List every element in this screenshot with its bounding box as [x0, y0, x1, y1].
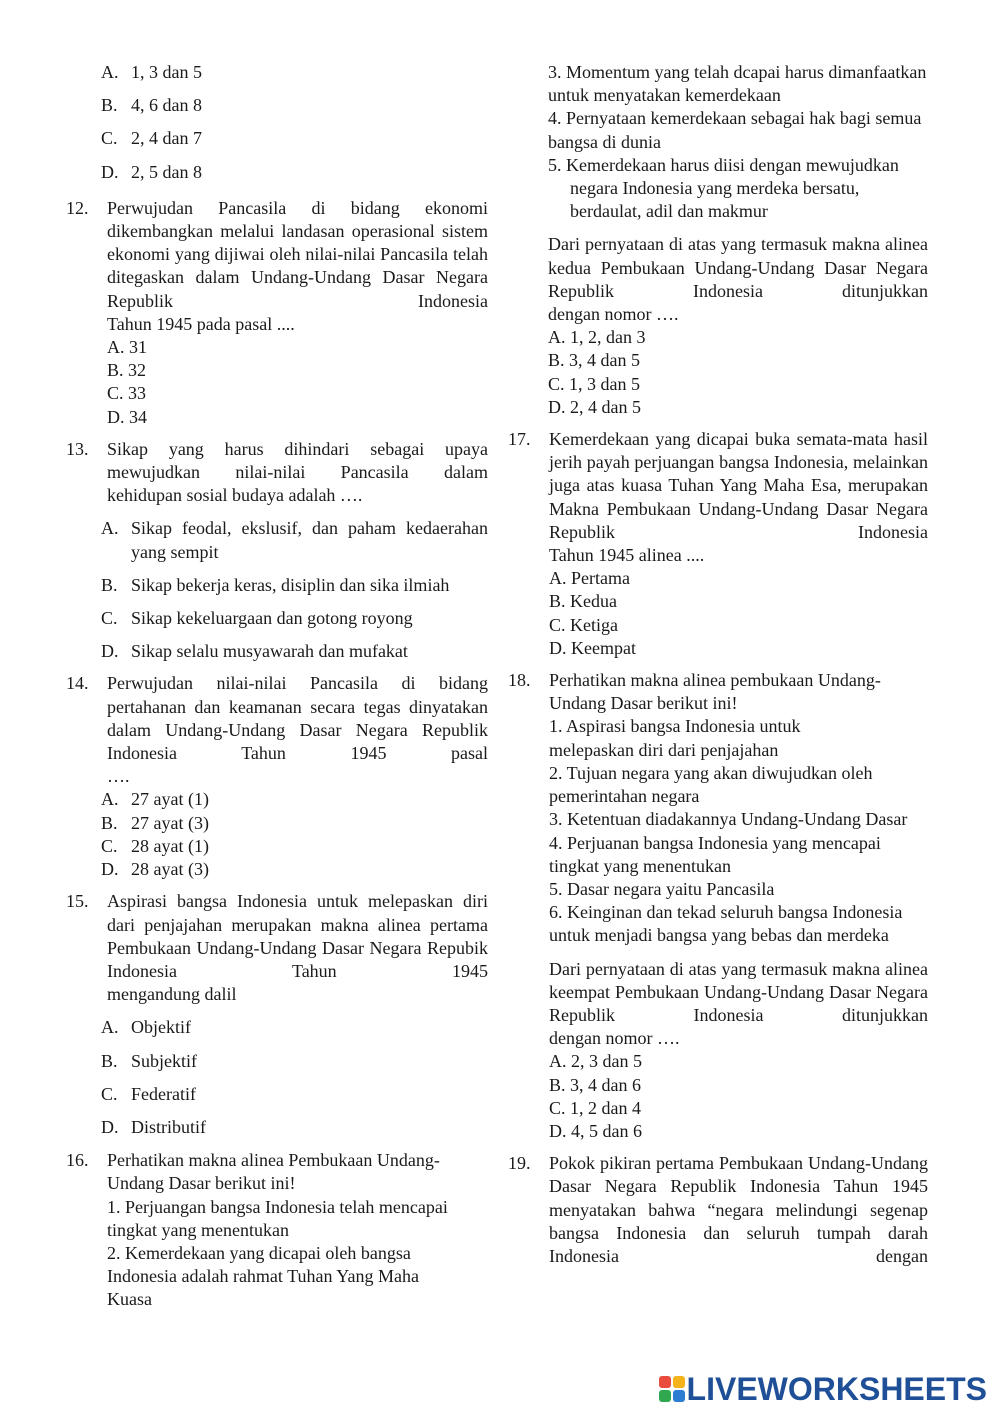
option-letter: B. — [101, 1050, 118, 1071]
option-letter: D. — [101, 859, 119, 880]
logo-square — [673, 1376, 685, 1388]
option-row[interactable] — [66, 94, 488, 117]
statement-item: 3. Ketentuan diadakannya Undang-Undang Dasar — [549, 809, 908, 830]
option-a[interactable]: A. Pertama — [549, 568, 630, 589]
option-text: Sikap bekerja keras, disiplin dan sika ilmiah — [131, 574, 450, 595]
statement-item: 6. Keinginan dan tekad seluruh bangsa Indonesia untuk menjadi bangsa yang bebas dan merdeka — [549, 902, 903, 946]
option-text: Objektif — [131, 1017, 191, 1038]
option-c[interactable] — [66, 607, 488, 630]
logo-square — [673, 1390, 685, 1402]
option-text: 2, 4 dan 7 — [131, 128, 202, 149]
option-c[interactable]: C. 1, 3 dan 5 — [548, 373, 640, 394]
option-c[interactable] — [66, 835, 488, 858]
logo-square — [659, 1390, 671, 1402]
option-letter: C. — [101, 608, 118, 629]
option-b[interactable]: B. 3, 4 dan 6 — [549, 1074, 641, 1095]
liveworksheets-logo[interactable] — [659, 1373, 987, 1405]
option-row[interactable] — [66, 61, 488, 84]
option-text: 1, 3 dan 5 — [131, 62, 202, 82]
statement-item: 3. Momentum yang telah dcapai harus dimanfaatkan untuk menyatakan kemerdekaan — [548, 62, 927, 106]
question-stem-end: Undang Dasar berikut ini! — [549, 693, 738, 714]
option-letter: B. — [101, 812, 118, 833]
option-letter: B. — [101, 95, 118, 116]
question-number: 19. — [508, 1153, 531, 1174]
option-letter: D. — [101, 1116, 119, 1137]
logo-square — [659, 1376, 671, 1388]
question-number: 16. — [66, 1150, 89, 1171]
option-text: Federatif — [131, 1083, 196, 1104]
statement-item: 4. Pernyataan kemerdekaan sebagai hak bagi semua bangsa di dunia — [548, 108, 922, 152]
left-column — [66, 61, 488, 1312]
option-b[interactable] — [66, 812, 488, 835]
option-text: 4, 6 dan 8 — [131, 95, 202, 116]
question-stem-end: Tahun 1945 alinea .... — [549, 545, 705, 566]
option-c[interactable] — [66, 1083, 488, 1106]
option-text: Subjektif — [131, 1050, 197, 1071]
option-d[interactable]: D. 34 — [107, 406, 147, 427]
question-stem-end: mengandung dalil — [107, 984, 237, 1005]
question-15-options — [66, 1016, 488, 1139]
statement-item: 1. Perjuangan bangsa Indonesia telah mencapai tingkat yang menentukan — [107, 1196, 448, 1240]
option-letter: D. — [101, 161, 119, 182]
question-prompt-end: dengan nomor …. — [548, 304, 679, 325]
option-d[interactable]: D. Keempat — [549, 637, 636, 658]
option-c[interactable]: C. 33 — [107, 383, 147, 404]
option-b[interactable]: B. 32 — [107, 360, 147, 381]
question-prompt-end: dengan nomor …. — [549, 1028, 680, 1049]
question-stem: Perwujudan nilai-nilai Pancasila di bidang pertahanan dan keamanan secara tegas dinyatakan dalam Undang-Undang Dasar Negara Republik Indonesia Tahun 1945 pasal — [107, 673, 488, 764]
statement-item: 4. Perjuanan bangsa Indonesia yang mencapai tingkat yang menentukan — [549, 832, 881, 876]
question-stem: Kemerdekaan yang dicapai buka semata-mata hasil jerih payah perjuangan bangsa Indonesia, melainkan juga atas kuasa Tuhan Yang Maha Esa, merupakan Makna Pembukaan Undang-Undang Dasar Negara Republik Indonesia — [549, 429, 928, 542]
statement-item: 1. Aspirasi bangsa Indonesia untuk melepaskan diri dari penjajahan — [549, 716, 801, 760]
option-d[interactable]: D. 2, 4 dan 5 — [548, 396, 641, 417]
question-16-continued — [508, 61, 928, 419]
question-stem: Perhatikan makna alinea pembukaan Undang- — [549, 670, 881, 691]
option-text: Sikap selalu musyawarah dan mufakat — [131, 641, 408, 662]
question-stem: Perwujudan Pancasila di bidang ekonomi dikembangkan melalui landasan operasional sistem ekonomi yang dijiwai oleh nilai-nilai Pancasila telah ditegaskan dalam Undang-Undang Dasar Negara Republik Indonesia — [107, 197, 488, 311]
option-text: 28 ayat (1) — [131, 835, 209, 856]
option-letter: A. — [101, 62, 119, 82]
option-d[interactable] — [66, 1116, 488, 1139]
question-stem-end: Tahun 1945 pada pasal .... — [107, 313, 295, 334]
question-number: 17. — [508, 429, 531, 450]
question-15 — [66, 890, 488, 1006]
question-14 — [66, 672, 488, 788]
question-stem: Perhatikan makna alinea Pembukaan Undang- — [107, 1150, 440, 1171]
question-number: 12. — [66, 197, 89, 218]
option-text: 27 ayat (3) — [131, 812, 209, 833]
option-b[interactable]: B. 3, 4 dan 5 — [548, 350, 640, 371]
option-d[interactable] — [66, 640, 488, 663]
question-prompt: Dari pernyataan di atas yang termasuk makna alinea keempat Pembukaan Undang-Undang Dasar Negara Republik Indonesia ditunjukkan — [549, 958, 928, 1025]
question-18 — [508, 669, 928, 1143]
option-text: Sikap kekeluargaan dan gotong royong — [131, 608, 413, 629]
right-column — [508, 61, 928, 1268]
question-13 — [66, 438, 488, 508]
liveworksheets-icon — [659, 1376, 685, 1402]
question-12 — [66, 197, 488, 429]
option-row[interactable] — [66, 127, 488, 150]
option-text: 27 ayat (1) — [131, 789, 209, 810]
option-letter: D. — [101, 641, 119, 662]
option-b[interactable] — [66, 574, 488, 597]
question-stem: Pokok pikiran pertama Pembukaan Undang-Undang Dasar Negara Republik Indonesia Tahun 1945 menyatakan bahwa “negara melindungi segenap bangsa Indonesia dan seluruh tumpah darah Indonesia dengan — [549, 1153, 928, 1266]
question-stem-end: kehidupan sosial budaya adalah …. — [107, 485, 363, 506]
option-a[interactable]: A. 31 — [107, 337, 147, 358]
question-number: 15. — [66, 891, 89, 912]
question-number: 13. — [66, 438, 89, 459]
option-a[interactable] — [66, 517, 488, 563]
statement-item: 5. Dasar negara yaitu Pancasila — [549, 878, 775, 899]
question-stem: Aspirasi bangsa Indonesia untuk melepaskan diri dari penjajahan merupakan makna alinea pertama Pembukaan Undang-Undang Dasar Negara Repubik Indonesia Tahun 1945 — [107, 891, 488, 981]
question-stem-end: …. — [107, 766, 130, 787]
option-b[interactable] — [66, 1050, 488, 1073]
option-letter: B. — [101, 574, 118, 595]
option-letter: C. — [101, 1083, 118, 1104]
statement-item: 2. Tujuan negara yang akan diwujudkan oleh pemerintahan negara — [549, 762, 873, 807]
option-letter: A. — [101, 1017, 119, 1038]
option-letter: A. — [101, 789, 119, 810]
option-c[interactable]: C. 1, 2 dan 4 — [549, 1097, 641, 1118]
option-d[interactable]: D. 4, 5 dan 6 — [549, 1120, 642, 1141]
option-c[interactable]: C. Ketiga — [549, 614, 618, 635]
question-13-options — [66, 517, 488, 663]
option-text: Distributif — [131, 1116, 206, 1137]
option-a[interactable] — [66, 788, 488, 811]
option-text: 2, 5 dan 8 — [131, 161, 202, 182]
question-17 — [508, 428, 928, 660]
option-d[interactable] — [66, 858, 488, 881]
option-letter: A. — [101, 518, 119, 539]
question-19 — [508, 1152, 928, 1268]
option-letter: C. — [101, 128, 118, 149]
question-number: 14. — [66, 673, 89, 694]
question-stem: Sikap yang harus dihindari sebagai upaya mewujudkan nilai-nilai Pancasila dalam — [107, 438, 488, 483]
question-14-options — [66, 788, 488, 881]
question-prompt: Dari pernyataan di atas yang termasuk makna alinea kedua Pembukaan Undang-Undang Dasar Negara Republik Indonesia ditunjukkan — [548, 234, 928, 301]
statement-item: 5. Kemerdekaan harus diisi dengan mewujudkan negara Indonesia yang merdeka bersatu, berdaulat, adil dan makmur — [548, 154, 899, 222]
statement-item: 2. Kemerdekaan yang dicapai oleh bangsa Indonesia adalah rahmat Tuhan Yang Maha Kuasa — [107, 1242, 419, 1310]
option-a[interactable] — [66, 1016, 488, 1039]
option-text: Sikap feodal, ekslusif, dan paham kedaerahan yang sempit — [131, 518, 488, 562]
option-row[interactable] — [66, 161, 488, 184]
option-letter: C. — [101, 835, 118, 856]
option-a[interactable]: A. 2, 3 dan 5 — [549, 1051, 642, 1072]
question-number: 18. — [508, 670, 531, 691]
question-stem-end: Undang Dasar berikut ini! — [107, 1173, 296, 1194]
option-b[interactable]: B. Kedua — [549, 591, 617, 612]
question-16 — [66, 1149, 488, 1311]
option-a[interactable]: A. 1, 2, dan 3 — [548, 327, 646, 348]
brand-name: LIVEWORKSHEETS — [686, 1371, 987, 1407]
option-text: 28 ayat (3) — [131, 859, 209, 880]
